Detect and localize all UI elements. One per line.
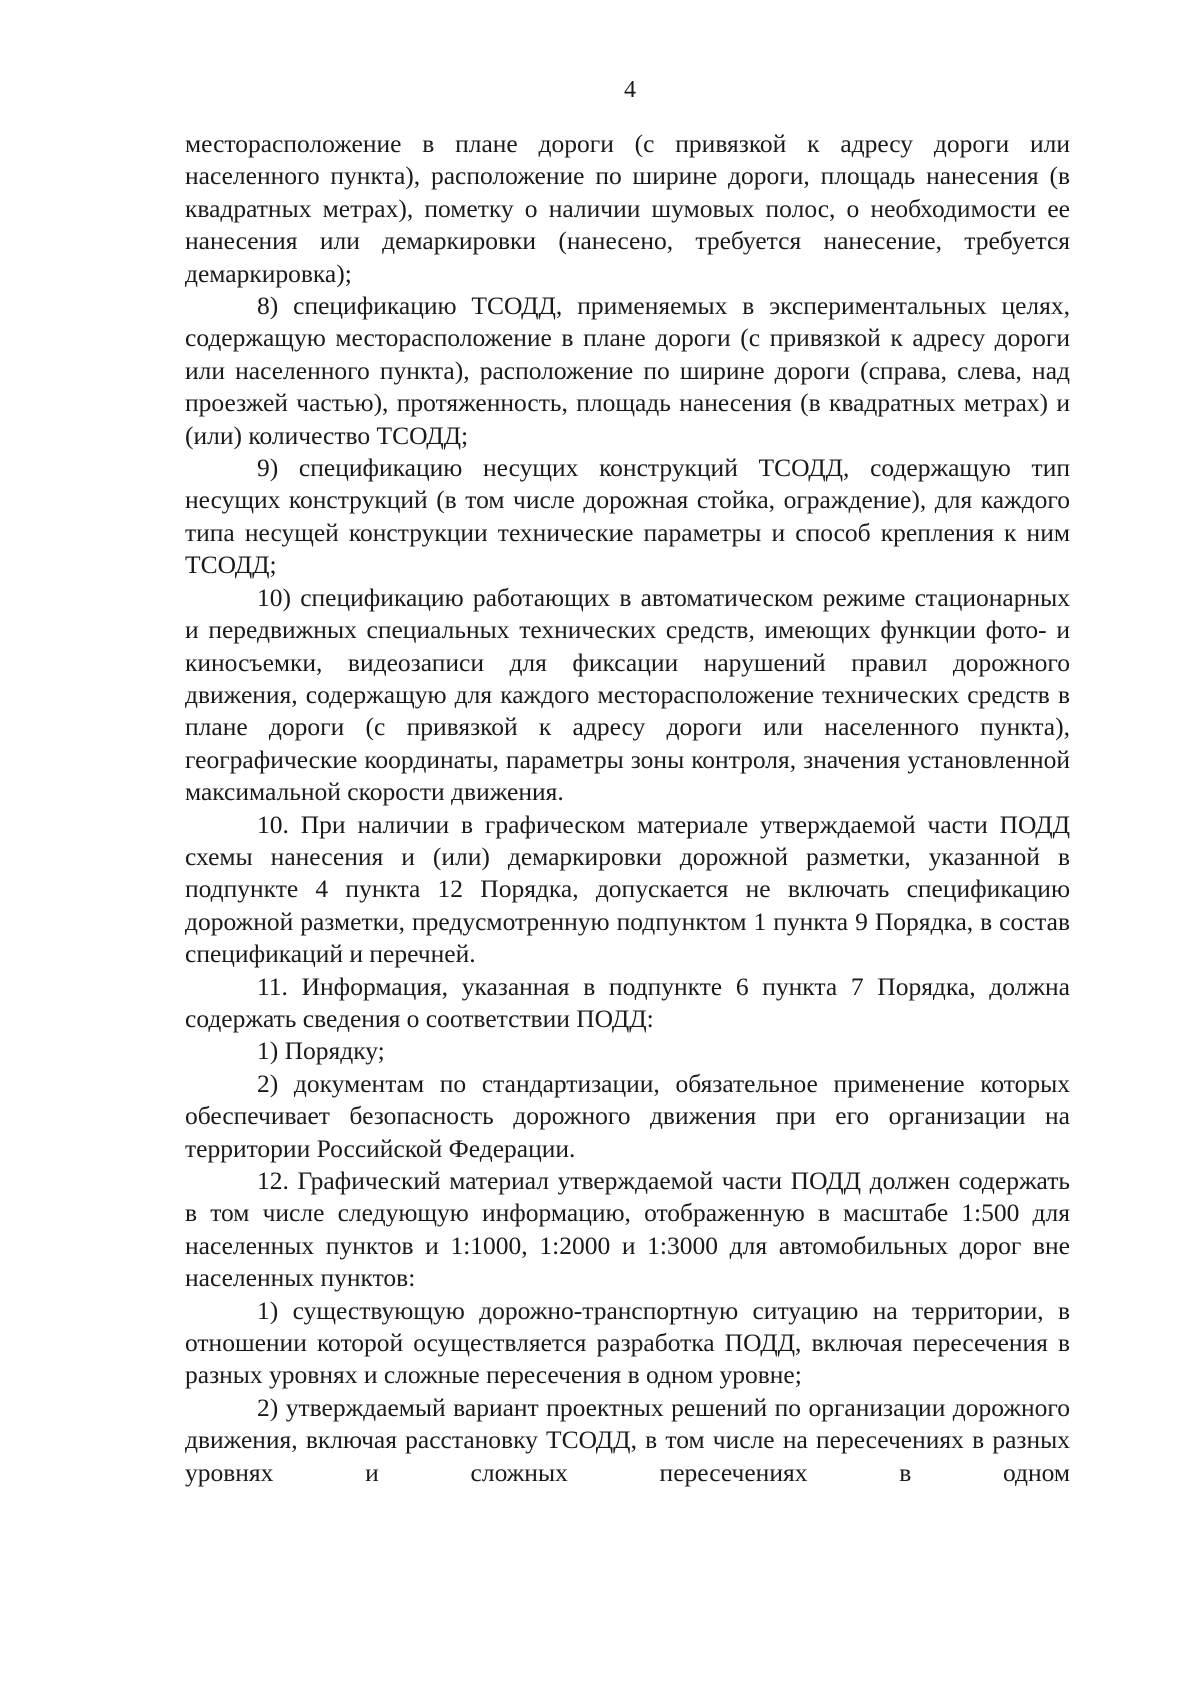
paragraph-clause-11-item-2: 2) документам по стандартизации, обязательное применение которых обеспечивает безопасность дорожного движения при его организации на территории Российской Федерации. [185,1068,1070,1163]
paragraph-item-9: 9) спецификацию несущих конструкций ТСОДД, содержащую тип несущих конструкций (в том числе дорожная стойка, ограждение), для каждого типа несущей конструкции технические параметры и способ крепления к ним ТСОДД; [185,453,1070,580]
paragraph-clause-12-item-2: 2) утверждаемый вариант проектных решений по организации дорожного движения, включая расстановку ТСОДД, в том числе на пересечениях в разных уровнях и сложных пересечениях в одном [185,1392,1070,1487]
paragraph-clause-11: 11. Информация, указанная в подпункте 6 пункта 7 Порядка, должна содержать сведения о соответствии ПОДД: [185,971,1070,1033]
page-number: 4 [624,77,636,103]
paragraph-clause-12-item-1: 1) существующую дорожно-транспортную ситуацию на территории, в отношении которой осуществляется разработка ПОДД, включая пересечения в разных уровнях и сложные пересечения в одном уровне; [185,1295,1070,1390]
paragraph-clause-10: 10. При наличии в графическом материале утверждаемой части ПОДД схемы нанесения и (или) демаркировки дорожной разметки, указанной в подпункте 4 пункта 12 Порядка, допускается не включать спецификацию дорожной разметки, предусмотренную подпунктом 1 пункта 9 Порядка, в состав спецификаций и перечней. [185,809,1070,969]
paragraph-clause-11-item-1: 1) Порядку; [257,1036,385,1066]
paragraph-continuation: месторасположение в плане дороги (с привязкой к адресу дороги или населенного пункта), расположение по ширине дороги, площадь нанесения (в квадратных метрах), пометку о наличии шумовых полос, о необходимости ее нанесения или демаркировки (нанесено, требуется нанесение, требуется демаркировка); [185,129,1070,288]
paragraph-clause-12: 12. Графический материал утверждаемой части ПОДД должен содержать в том числе следующую информацию, отображенную в масштабе 1:500 для населенных пунктов и 1:1000, 1:2000 и 1:3000 для автомобильных дорог вне населенных пунктов: [185,1166,1070,1293]
paragraph-item-10: 10) спецификацию работающих в автоматическом режиме стационарных и передвижных специальных технических средств, имеющих функции фото- и киносъемки, видеозаписи для фиксации нарушений правил дорожного движения, содержащую для каждого месторасположение технических средств в плане дороги (с привязкой к адресу дороги или населенного пункта), географические координаты, параметры зоны контроля, значения установленной максимальной скорости движения. [185,582,1070,807]
document-body [185,128,1070,1489]
paragraph-item-8: 8) спецификацию ТСОДД, применяемых в экспериментальных целях, содержащую месторасположение в плане дороги (с привязкой к адресу дороги или населенного пункта), расположение по ширине дороги (справа, слева, над проезжей частью), протяженность, площадь нанесения (в квадратных метрах) и (или) количество ТСОДД; [185,291,1070,450]
